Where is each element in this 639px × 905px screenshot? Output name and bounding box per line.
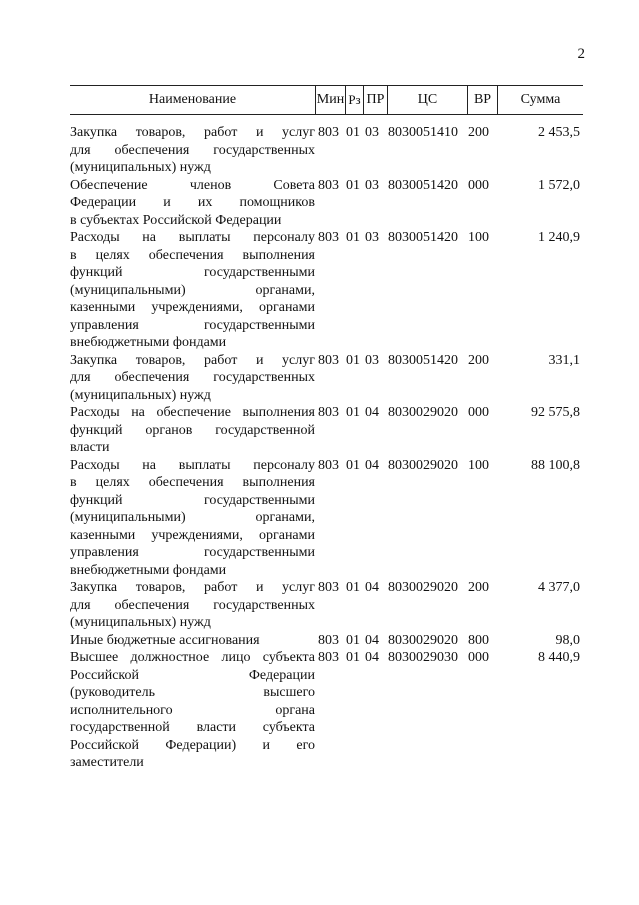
row-rz: 01 [346,177,360,193]
row-name-line: функций органов государственной [70,422,315,438]
header-pr: ПР [363,86,387,114]
row-name-line: управления государственными [70,545,315,560]
row-sum: 8 440,9 [538,650,580,665]
row-cs: 8030029020 [388,580,458,595]
row-min: 803 [318,177,339,193]
table-row [70,579,583,632]
row-rz: 01 [346,352,360,368]
row-rz: 01 [346,125,360,140]
row-name-line: в целях обеспечения выполнения [70,247,315,263]
table-body [70,124,583,772]
row-pr: 04 [365,457,379,473]
header-name: Наименование [148,92,237,107]
row-vr: 200 [468,125,489,140]
row-cs: 8030029020 [388,405,458,420]
row-name-line: (муниципальных) нужд [70,387,211,403]
table-row [70,404,583,457]
row-pr: 03 [365,125,379,140]
row-name-line: Расходы на выплаты персоналу [70,457,315,473]
row-name-line: (муниципальными) органами, [70,510,315,525]
table-row [70,649,583,772]
row-name-line: (муниципальных) нужд [70,615,211,630]
row-pr: 04 [365,405,379,420]
row-vr: 000 [468,405,489,420]
row-name-line: (муниципальными) органами, [70,282,315,298]
header-cs: ЦС [387,86,467,114]
row-name-line: Российской Федерации) и его [70,737,315,753]
row-sum: 88 100,8 [531,457,580,473]
row-name-line: Закупка товаров, работ и услуг [70,352,315,368]
row-rz: 01 [346,632,360,648]
row-name [70,457,315,580]
row-name-line: для обеспечения государственных [70,370,315,385]
row-pr: 03 [365,352,379,368]
row-name-line: внебюджетными фондами [70,562,227,578]
header-vr: ВР [467,86,497,114]
row-pr: 04 [365,650,379,665]
row-name-line: в субъектах Российской Федерации [70,212,282,228]
row-name-line: Обеспечение членов Совета [70,177,315,193]
table-row [70,352,583,405]
row-cs: 8030051420 [388,177,458,193]
table-header [70,85,583,115]
row-name-line: государственной власти субъекта [70,720,315,735]
row-name-line: (муниципальных) нужд [70,160,211,175]
row-name-line: функций государственными [70,492,315,508]
row-rz: 01 [346,405,360,420]
row-min: 803 [318,632,339,648]
row-vr: 200 [468,580,489,595]
row-name-line: Иные бюджетные ассигнования [70,632,260,648]
row-name-line: в целях обеспечения выполнения [70,475,315,490]
row-rz: 01 [346,580,360,595]
table-row [70,632,583,650]
row-cs: 8030029020 [388,457,458,473]
row-rz: 01 [346,230,360,245]
row-vr: 000 [468,650,489,665]
row-name-line: Закупка товаров, работ и услуг [70,125,315,140]
row-sum: 2 453,5 [538,125,580,140]
row-name-line: Расходы на обеспечение выполнения [70,405,315,420]
row-vr: 200 [468,352,489,368]
row-name-line: (руководитель высшего [70,685,315,700]
row-sum: 1 572,0 [538,177,580,193]
row-name-line: Федерации и их помощников [70,195,315,210]
row-rz: 01 [346,650,360,665]
row-name-line: внебюджетными фондами [70,335,227,350]
row-name-line: власти [70,440,110,455]
row-cs: 8030029030 [388,650,458,665]
row-name-line: Российской Федерации [70,667,315,683]
row-name [70,649,315,772]
row-name [70,229,315,352]
row-min: 803 [318,650,339,665]
row-name-line: заместители [70,755,144,770]
row-min: 803 [318,580,339,595]
row-min: 803 [318,405,339,420]
row-pr: 03 [365,177,379,193]
row-name-line: казенными учреждениями, органами [70,527,315,543]
row-sum: 98,0 [555,632,580,648]
header-min: Мин [315,86,345,114]
row-vr: 000 [468,177,489,193]
row-min: 803 [318,230,339,245]
page-number: 2 [577,46,585,62]
row-cs: 8030029020 [388,632,458,648]
row-name-line: для обеспечения государственных [70,597,315,613]
row-name-line: Расходы на выплаты персоналу [70,230,315,245]
row-name-line: Закупка товаров, работ и услуг [70,580,315,595]
table-row [70,457,583,580]
row-sum: 1 240,9 [538,230,580,245]
row-vr: 800 [468,632,489,648]
row-name [70,404,315,457]
row-vr: 100 [468,457,489,473]
row-cs: 8030051410 [388,125,458,140]
row-name-line: для обеспечения государственных [70,142,315,158]
row-pr: 04 [365,580,379,595]
header-sum: Сумма [497,86,583,114]
row-sum: 92 575,8 [531,405,580,420]
row-name [70,579,315,632]
row-name-line: исполнительного органа [70,702,315,718]
row-name [70,632,315,650]
row-pr: 04 [365,632,379,648]
row-pr: 03 [365,230,379,245]
table-row [70,177,583,230]
row-name-line: Высшее должностное лицо субъекта [70,650,315,665]
row-name [70,124,315,177]
row-min: 803 [318,457,339,473]
row-min: 803 [318,352,339,368]
row-cs: 8030051420 [388,230,458,245]
row-cs: 8030051420 [388,352,458,368]
row-name-line: управления государственными [70,317,315,333]
table-row [70,124,583,177]
row-name [70,352,315,405]
table-row [70,229,583,352]
row-sum: 331,1 [548,352,580,368]
row-rz: 01 [346,457,360,473]
row-min: 803 [318,125,339,140]
row-vr: 100 [468,230,489,245]
row-name-line: функций государственными [70,265,315,280]
header-rz: Рз [345,86,363,114]
row-name [70,177,315,230]
row-name-line: казенными учреждениями, органами [70,300,315,315]
row-sum: 4 377,0 [538,580,580,595]
